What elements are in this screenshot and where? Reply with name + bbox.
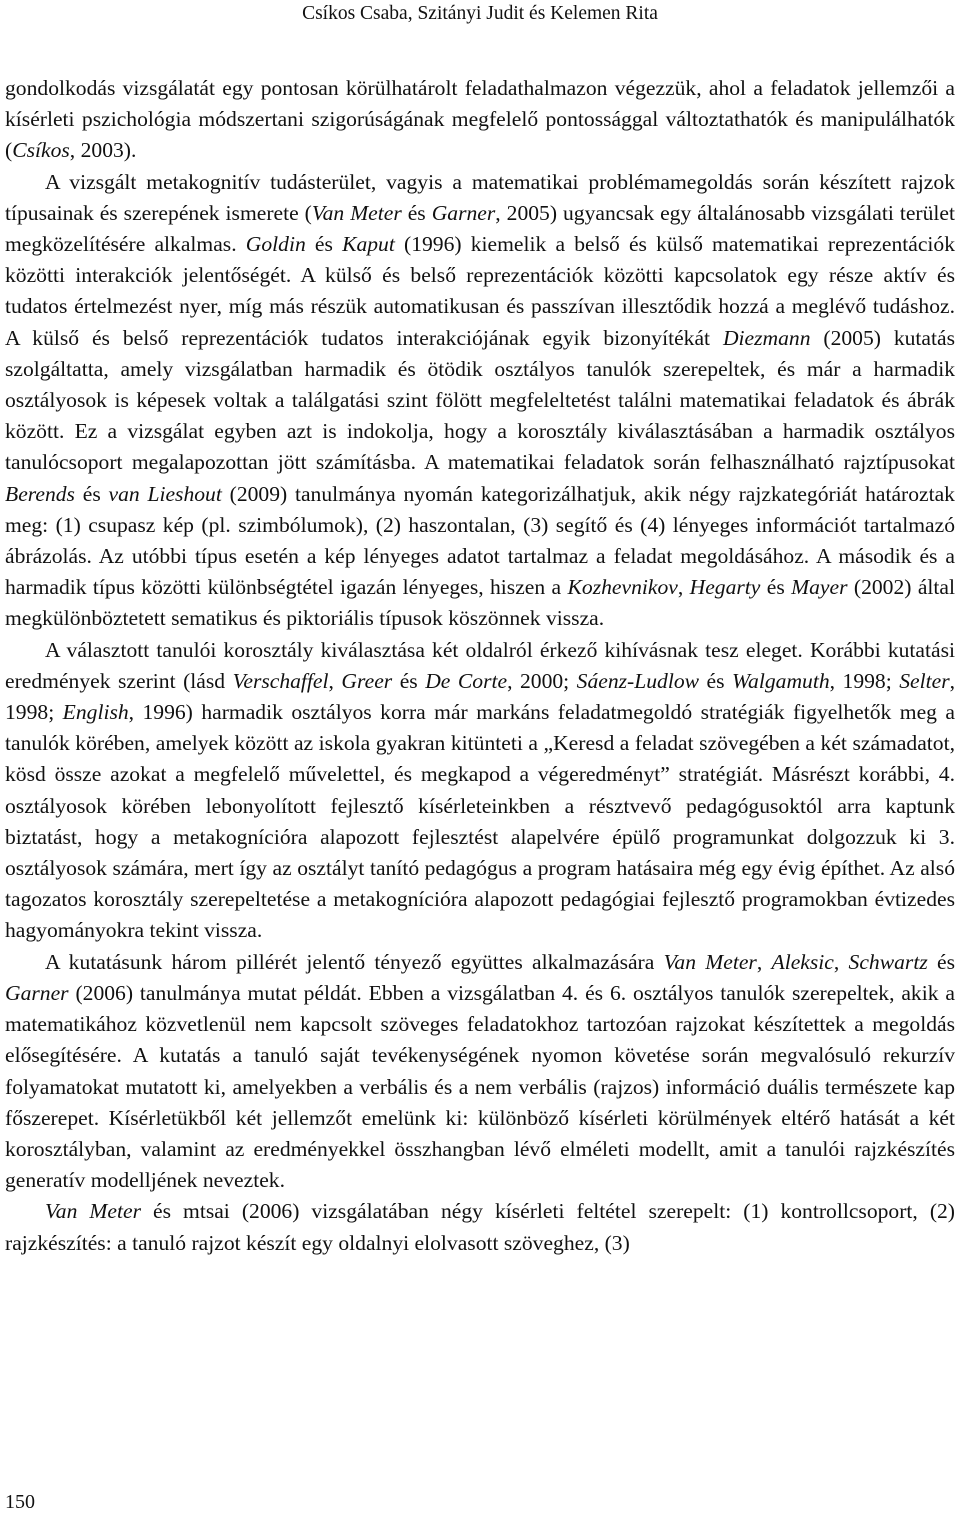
text-run: , [677, 575, 690, 600]
text-run: és [305, 232, 343, 257]
page-number: 150 [5, 1491, 35, 1513]
text-run: és mtsai (2006) vizsgálatában négy kísérleti feltétel szerepelt: (1) kontrollcsoport, (2) rajzkészítés: a tanuló rajzot készít egy oldalnyi elolvasott szöveghez, (3) [5, 1199, 955, 1255]
author-citation: Berends [5, 481, 75, 506]
running-head: Csíkos Csaba, Szitányi Judit és Kelemen Rita [302, 3, 658, 24]
author-citation: Van Meter [45, 1199, 141, 1224]
paragraph [5, 635, 955, 947]
author-citation: De Corte [425, 668, 508, 693]
text-run: , 1998; [5, 668, 956, 725]
author-citation: Hegarty [689, 575, 761, 600]
text-run: (2002) által megkülönböztetett sematikus és piktoriális típusok köszönnek vissza. [5, 575, 955, 631]
author-citation: Schwartz [848, 949, 928, 974]
author-citation: Greer [341, 668, 393, 693]
paragraph [5, 167, 955, 635]
author-citation: Walgamuth [732, 668, 830, 693]
text-run: , [756, 949, 772, 974]
paragraph [5, 947, 955, 1197]
author-citation: Goldin [245, 232, 306, 257]
text-run: , 1998; [829, 668, 900, 693]
author-citation: Sáenz-Ludlow [576, 668, 700, 693]
author-citation: Van Meter [311, 200, 402, 225]
text-run: és [392, 668, 426, 693]
text-run: , [833, 949, 849, 974]
text-run: , 2005) ugyancsak egy általánosabb vizsgálati terület megközelítésére alkalmas. [5, 200, 955, 257]
author-citation: Selter [899, 668, 950, 693]
author-citation: Csíkos [12, 138, 70, 163]
text-run: és [74, 481, 109, 506]
author-citation: Aleksic [771, 949, 834, 974]
text-run: és [699, 668, 733, 693]
text-run: , 2000; [507, 668, 577, 693]
author-citation: Kaput [342, 232, 395, 257]
paragraph [5, 73, 955, 167]
text-run: (2009) tanulmánya nyomán kategorizálhatjuk, akik négy rajzkategóriát határoztak meg: (1) csupasz kép (pl. szimbólumok), (2) haszontalan, (3) segítő és (4) lényeges információt tartalmazó ábrázolás. Az utóbbi típus esetén a kép lényeges adatot tartalmaz a feladat megoldásához. A második és a harmadik típus közötti különbségtétel igazán lényeges, hiszen a [5, 481, 955, 600]
text-run: A vizsgált metakognitív tudásterület, vagyis a matematikai problémamegoldás során készített rajzok típusainak és szerepének ismerete ( [5, 169, 955, 225]
author-citation: Diezmann [722, 325, 811, 350]
text-run: , 1996) harmadik osztályos korra már markáns feladatmegoldó stratégiák figyelhetők meg a tanulók körében, amelyek között az iskola gyakran kitünteti a „Keresd a feladat szövegében a két számadatot, kösd össze azokat a megfelelő művelettel, és megkapod a végeredményt” stratégiát. Másrészt korábbi, 4. osztályosok körében lebonyolított fejlesztő kísérleteinkben a résztvevő pedagógusoktól arra kaptunk biztatást, hogy a metakognícióra alapozott fejlesztést alapelvére épülő programunkat dolgozzuk ki 3. osztályosok számára, mert így az osztályt tanító pedagógus a program hatásaira még egy évig építhet. Az alsó tagozatos korosztály szerepeltetése a metakognícióra alapozott pedagógiai fejlesztő programokban évtizedes hagyományokra tekint vissza. [5, 700, 955, 943]
author-citation: Kozhevnikov [567, 575, 678, 600]
text-run: A kutatásunk három pillérét jelentő tényező együttes alkalmazására [45, 949, 664, 974]
text-run: gondolkodás vizsgálatát egy pontosan körülhatárolt feladathalmazon végezzük, ahol a feladatok jellemzői a kísérleti pszichológia módszertani szigorúságának megfelelő pontossággal változtathatók és manipulálhatók ( [5, 76, 955, 163]
text-run: és [927, 949, 955, 974]
author-citation: van Lieshout [108, 481, 222, 506]
author-citation: English [62, 700, 129, 725]
author-citation: Verschaffel [232, 668, 329, 693]
author-citation: Van Meter [663, 949, 757, 974]
text-run: és [401, 200, 432, 225]
text-run: , 2003). [69, 138, 137, 163]
text-run: , [328, 668, 342, 693]
text-run: (1996) kiemelik a belső és külső matematikai reprezentációk közötti interakciók jelentőségét. A külső és belső reprezentációk közötti kapcsolatok egy része aktív és tudatos értelmezést nyer, míg más részük automatikusan és passzívan illesztődik hozzá a meglévő tudáshoz. A külső és belső reprezentációk tudatos interakciójának egyik bizonyítékát [5, 232, 956, 350]
text-run: (2006) tanulmánya mutat példát. Ebben a vizsgálatban 4. és 6. osztályos tanulók szerepeltek, akik a matematikához közvetlenül nem kapcsolt szöveges feladatokhoz tartozóan rajzokat készítettek a megoldás elősegítésére. A kutatás a tanuló saját tevékenységének nyomon követése során megvalósuló rekurzív folyamatokat mutatott ki, amelyekben a verbális és a nem verbális (rajzos) információ duális természete kap főszerepet. Kísérletükből két jellemzőt emelünk ki: különböző kísérleti körülmények eltérő hatását a két korosztályban, valamint az eredményekkel összhangban lévő elméleti modellt, amit a tanulói rajzkészítés generatív modelljének neveztek. [5, 980, 955, 1193]
author-citation: Garner [431, 200, 496, 225]
paragraph [5, 1196, 955, 1258]
text-run: és [760, 575, 792, 600]
text-run: A választott tanulói korosztály kiválasztása két oldalról érkező kihívásnak tesz eleget. Korábbi kutatási eredmények szerint (lásd [5, 637, 955, 693]
text-run: (2005) kutatás szolgáltatta, amely vizsgálatban harmadik és ötödik osztályos tanulók szerepeltek, és már a harmadik osztályosok is képesek voltak a találgatási szint fölött megfeleltetést találni matematikai feladatok és ábrák között. Ez a vizsgálat egyben azt is indokolja, hogy a korosztály kiválasztásában a harmadik osztályos tanulócsoport megalapozottan jött számításba. A matematikai feladatok során felhasználható rajztípusokat [5, 325, 956, 475]
body-text [5, 73, 955, 1259]
author-citation: Mayer [791, 575, 848, 600]
author-citation: Garner [5, 980, 69, 1005]
